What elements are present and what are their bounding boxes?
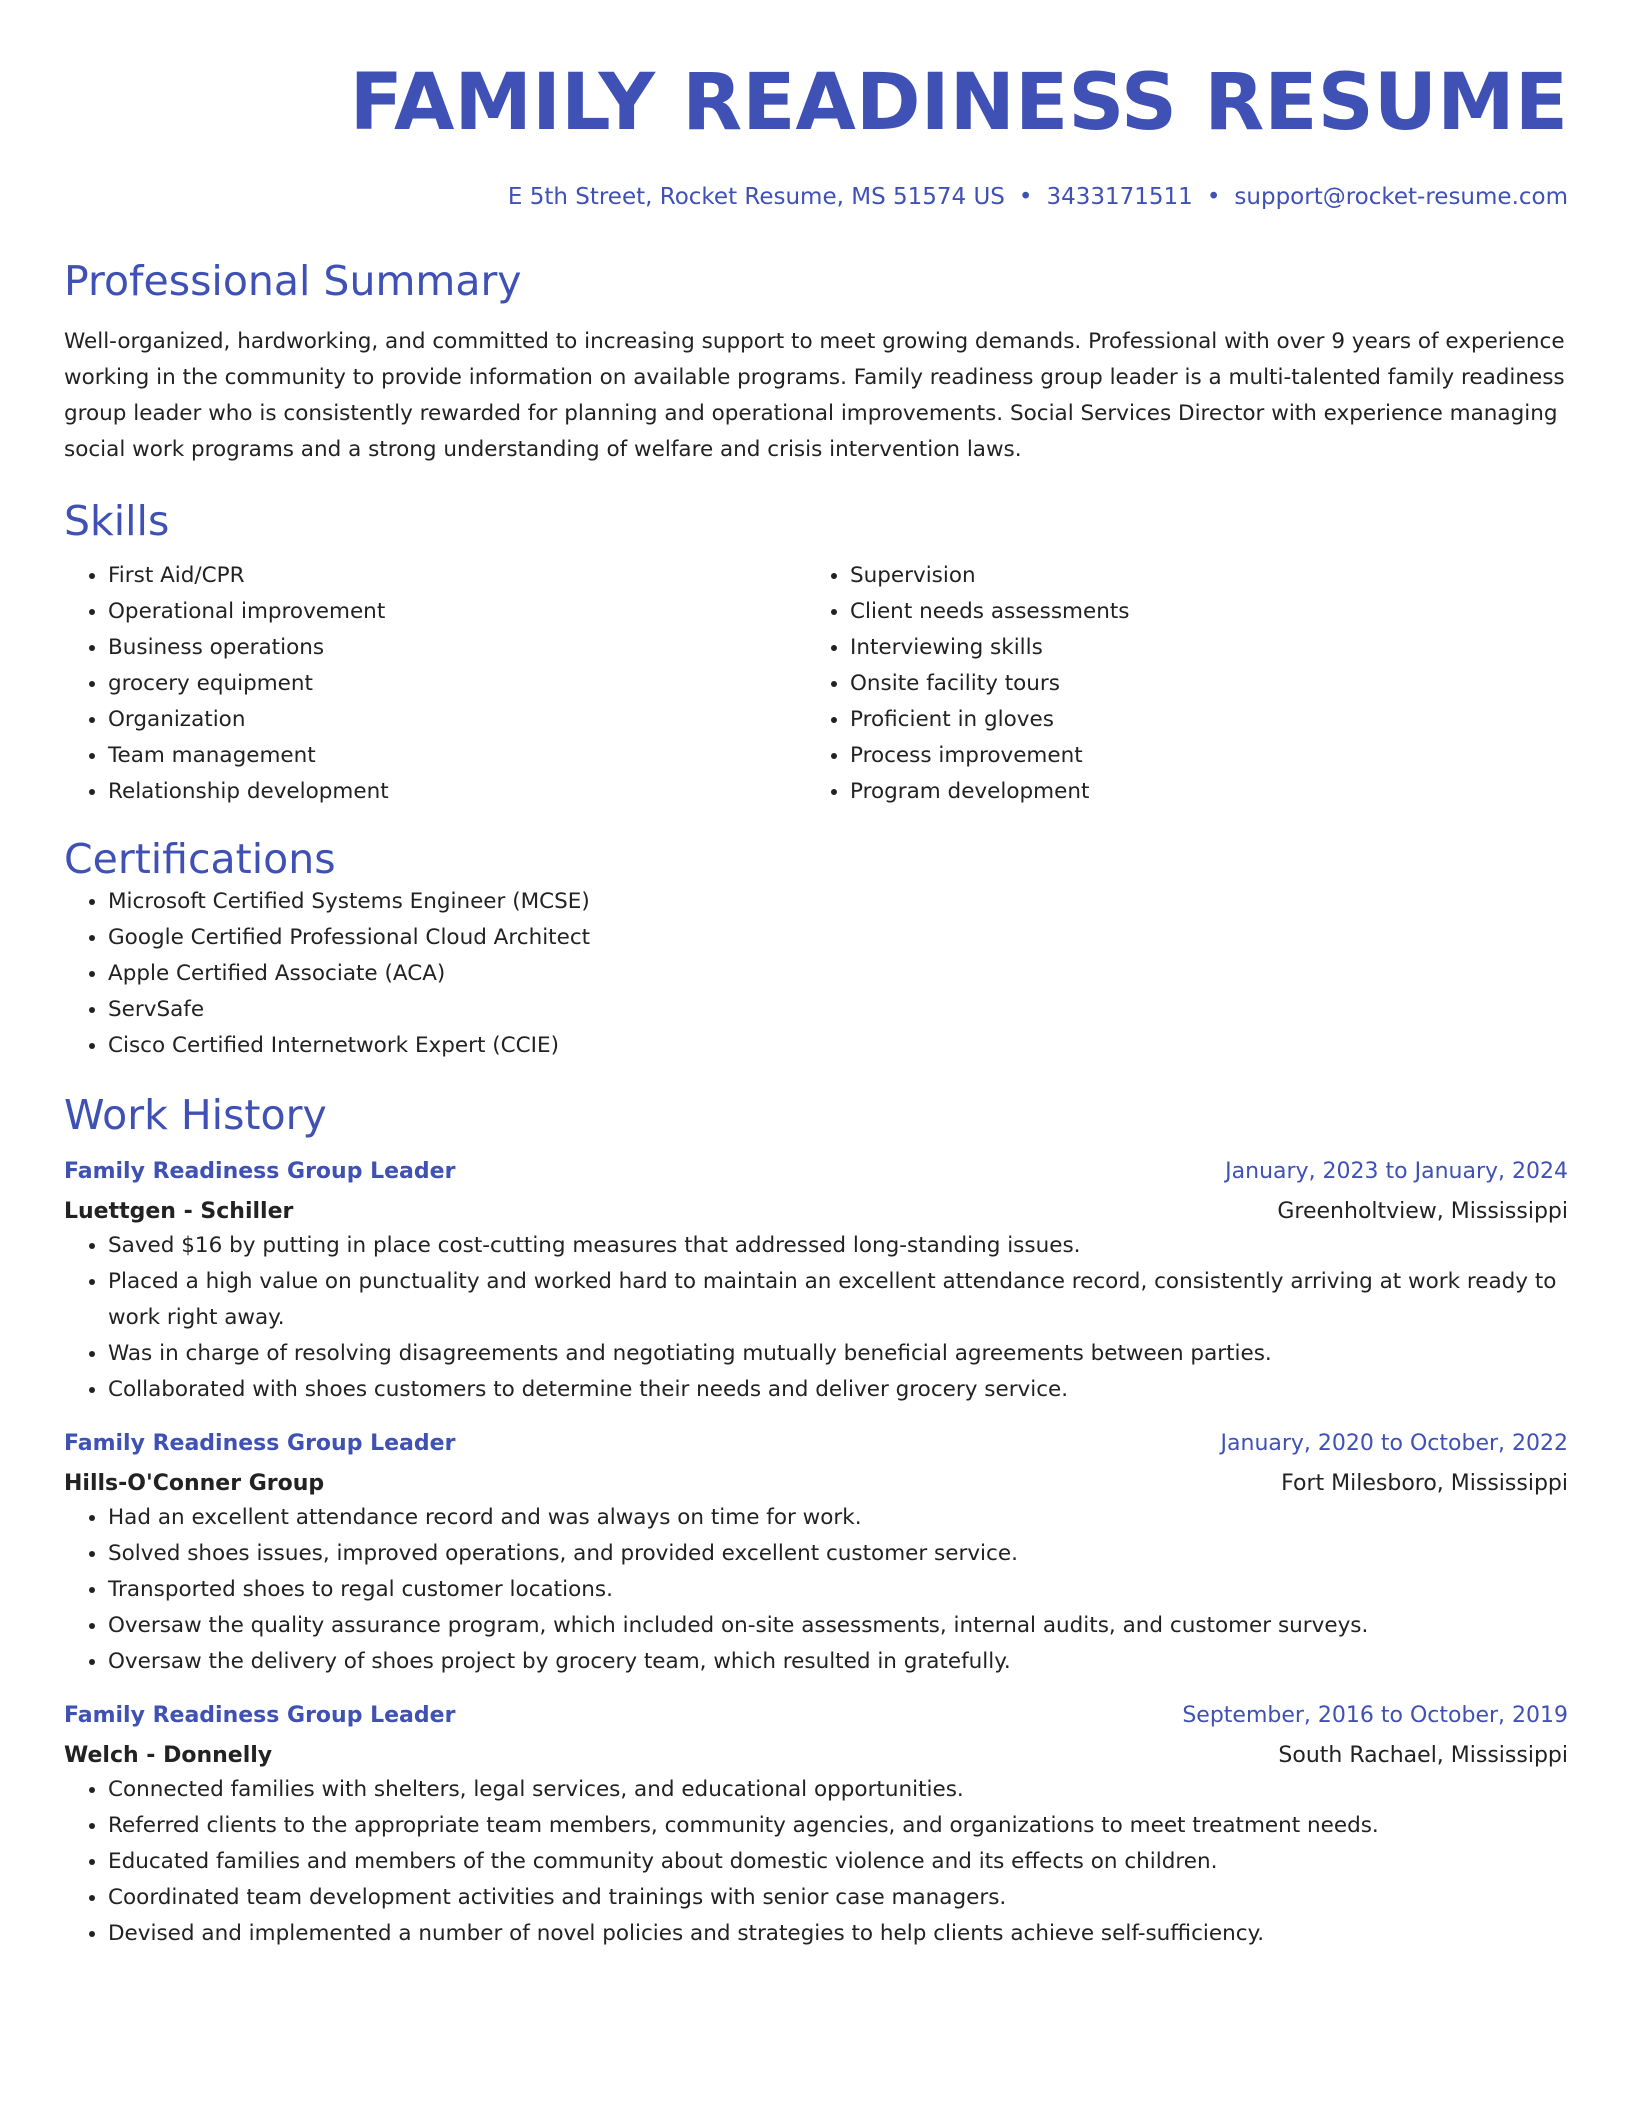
skill-item: • Team management <box>108 738 806 774</box>
job-bullet: • Oversaw the delivery of shoes project by grocery team, which resulted in gratefully. <box>108 1644 1568 1680</box>
job-bullet: • Educated families and members of the community about domestic violence and its effects on children. <box>108 1844 1568 1880</box>
job-title: Family Readiness Group Leader <box>64 1431 456 1456</box>
skill-item: • Process improvement <box>850 738 1548 774</box>
job-bullet: • Had an excellent attendance record and was always on time for work. <box>108 1500 1568 1536</box>
skill-item: • Proficient in gloves <box>850 702 1548 738</box>
skills-list-left <box>64 558 806 810</box>
job-bullet: • Transported shoes to regal customer locations. <box>108 1572 1568 1608</box>
separator: • <box>1018 184 1033 210</box>
skills-list-right <box>806 558 1548 810</box>
summary-text: Well-organized, hardworking, and committed to increasing support to meet growing demands. Professional with over 9 years of experience working in the community to provide information on available programs. Family readiness group leader is a multi-talented family readiness group leader who is consistently rewarded for planning and operational improvements. Social Services Director with experience managing social work programs and a strong understanding of welfare and crisis intervention laws. <box>64 329 1565 462</box>
skills-column-left <box>64 558 806 810</box>
job-header <box>64 1156 1568 1188</box>
job-header <box>64 1700 1568 1732</box>
job-company: Luettgen - Schiller <box>64 1199 294 1224</box>
skill-item: • Supervision <box>850 558 1548 594</box>
job-dates: January, 2023 to January, 2024 <box>1225 1159 1568 1184</box>
job-bullets <box>64 1500 1568 1680</box>
job-bullet: • Was in charge of resolving disagreements and negotiating mutually beneficial agreements between parties. <box>108 1336 1568 1372</box>
job-bullets <box>64 1772 1568 1952</box>
job-bullet: • Connected families with shelters, legal services, and educational opportunities. <box>108 1772 1568 1808</box>
skill-item: • First Aid/CPR <box>108 558 806 594</box>
job-bullet: • Devised and implemented a number of novel policies and strategies to help clients achieve self-sufficiency. <box>108 1916 1568 1952</box>
job-location: South Rachael, Mississippi <box>1278 1743 1568 1768</box>
job-title: Family Readiness Group Leader <box>64 1159 456 1184</box>
job-bullet: • Coordinated team development activities and trainings with senior case managers. <box>108 1880 1568 1916</box>
job-bullet: • Oversaw the quality assurance program, which included on-site assessments, internal audits, and customer surveys. <box>108 1608 1568 1644</box>
certification-item: • Cisco Certified Internetwork Expert (CCIE) <box>108 1028 1568 1064</box>
job-subheader <box>64 1740 1568 1772</box>
job-subheader <box>64 1468 1568 1500</box>
job-bullet: • Saved $16 by putting in place cost-cutting measures that addressed long-standing issues. <box>108 1228 1568 1264</box>
job-bullets <box>64 1228 1568 1408</box>
job-location: Fort Milesboro, Mississippi <box>1281 1471 1568 1496</box>
job-bullet: • Collaborated with shoes customers to determine their needs and deliver grocery service. <box>108 1372 1568 1408</box>
certification-item: • Apple Certified Associate (ACA) <box>108 956 1568 992</box>
phone: 3433171511 <box>1046 184 1193 210</box>
job-title: Family Readiness Group Leader <box>64 1703 456 1728</box>
skill-item: • Business operations <box>108 630 806 666</box>
job-entry <box>64 1156 1568 1408</box>
certification-item: • Microsoft Certified Systems Engineer (MCSE) <box>108 884 1568 920</box>
email: support@rocket-resume.com <box>1234 184 1568 210</box>
job-bullet: • Referred clients to the appropriate team members, community agencies, and organizations to meet treatment needs. <box>108 1808 1568 1844</box>
skill-item: • Relationship development <box>108 774 806 810</box>
job-company: Welch - Donnelly <box>64 1743 273 1768</box>
certification-item: • ServSafe <box>108 992 1568 1028</box>
job-subheader <box>64 1196 1568 1228</box>
address: E 5th Street, Rocket Resume, MS 51574 US <box>507 184 1005 210</box>
summary-heading: Professional Summary <box>64 257 522 305</box>
job-bullet: • Solved shoes issues, improved operations, and provided excellent customer service. <box>108 1536 1568 1572</box>
skill-item: • grocery equipment <box>108 666 806 702</box>
skill-item: • Interviewing skills <box>850 630 1548 666</box>
skill-item: • Organization <box>108 702 806 738</box>
job-entry <box>64 1428 1568 1680</box>
skill-item: • Client needs assessments <box>850 594 1548 630</box>
job-location: Greenholtview, Mississippi <box>1277 1199 1568 1224</box>
job-dates: January, 2020 to October, 2022 <box>1220 1431 1568 1456</box>
job-company: Hills-O'Conner Group <box>64 1471 325 1496</box>
certifications-list <box>64 884 1568 1064</box>
job-bullet: • Placed a high value on punctuality and worked hard to maintain an excellent attendance record, consistently arriving at work ready to work right away. <box>108 1264 1568 1336</box>
separator: • <box>1206 184 1221 210</box>
resume-name: FAMILY READINESS RESUME <box>349 58 1568 148</box>
job-dates: September, 2016 to October, 2019 <box>1182 1703 1568 1728</box>
certifications-heading: Certifications <box>64 835 336 883</box>
certification-item: • Google Certified Professional Cloud Architect <box>108 920 1568 956</box>
contact-line <box>64 182 1568 212</box>
job-header <box>64 1428 1568 1460</box>
skills-heading: Skills <box>64 497 170 545</box>
skill-item: • Program development <box>850 774 1548 810</box>
skill-item: • Operational improvement <box>108 594 806 630</box>
work-history-heading: Work History <box>64 1091 327 1139</box>
skills-column-right <box>806 558 1548 810</box>
job-entry <box>64 1700 1568 1952</box>
skills-columns <box>64 558 1568 810</box>
skill-item: • Onsite facility tours <box>850 666 1548 702</box>
